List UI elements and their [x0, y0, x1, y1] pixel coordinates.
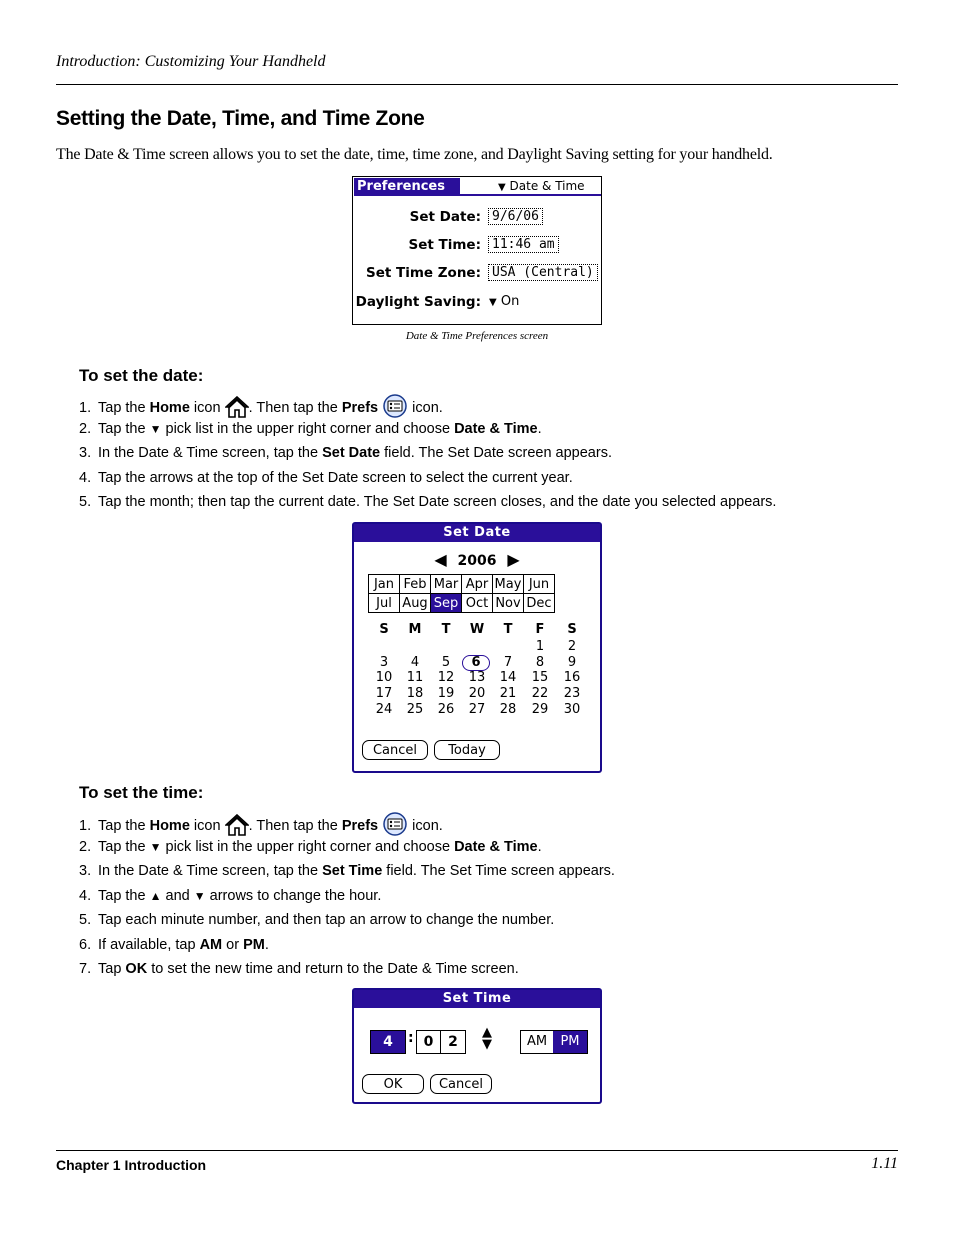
page-number: 1.11 [871, 1155, 898, 1172]
time-arrows [482, 1027, 492, 1051]
set-date-title: Set Date [354, 524, 600, 542]
cancel-button[interactable]: Cancel [430, 1074, 492, 1094]
day-cell[interactable]: 5 [441, 654, 451, 670]
step-text: icon [189, 818, 225, 834]
step-number: 4. [79, 469, 92, 486]
step-text: icon [189, 400, 225, 416]
step-number: 6. [79, 936, 92, 953]
step-number: 2. [79, 838, 92, 855]
step-item [79, 443, 776, 468]
day-cell[interactable]: 7 [503, 654, 513, 670]
daylight-saving-label: Daylight Saving: [355, 294, 481, 310]
day-cell[interactable]: 16 [563, 670, 581, 686]
step-text: Prefs [341, 400, 379, 416]
step-text: field. The Set Date screen appears. [380, 445, 612, 461]
step-text: Date & Time [454, 838, 538, 855]
day-cell[interactable]: 18 [406, 686, 424, 702]
month-cell[interactable]: Apr [462, 575, 493, 594]
prev-year-arrow-icon[interactable]: ◀ [434, 550, 447, 569]
step-text: Tap the [98, 400, 150, 416]
step-text: and [161, 887, 194, 904]
step-number: 3. [79, 863, 92, 879]
prefs-screen [352, 176, 602, 325]
step-number: 5. [79, 494, 92, 510]
step-item [79, 837, 615, 862]
step-text: Tap the [98, 838, 150, 855]
hour-field[interactable]: 4 [370, 1030, 406, 1054]
set-date-label: Set Date: [409, 209, 481, 225]
step-item [79, 492, 776, 517]
chapter-label: Chapter 1 Introduction [56, 1157, 207, 1173]
footer-rule [56, 1150, 898, 1151]
step-item [79, 910, 615, 935]
minute-field [416, 1030, 466, 1054]
step-text: PM [243, 936, 265, 953]
day-grid [354, 622, 600, 732]
weekday-label: W [469, 622, 485, 637]
set-date-screen [352, 522, 602, 773]
month-cell[interactable]: Sep [431, 594, 462, 613]
step-number: 1. [79, 400, 92, 416]
set-time-zone-field[interactable]: USA (Central) [488, 264, 598, 281]
day-cell[interactable]: 23 [563, 686, 581, 702]
step-text: or [222, 936, 244, 953]
step-item [79, 935, 615, 960]
step-number: 3. [79, 445, 92, 461]
month-cell[interactable]: Nov [493, 594, 524, 613]
step-text: icon. [408, 818, 443, 834]
day-cell[interactable]: 10 [375, 670, 393, 686]
set-time-title: Set Time [354, 990, 600, 1008]
month-cell[interactable]: Jan [369, 575, 400, 594]
running-head: Introduction: Customizing Your Handheld [56, 53, 326, 70]
step-item [79, 886, 615, 911]
prefs-caption: Date & Time Preferences screen [405, 330, 549, 342]
step-number: 1. [79, 818, 92, 834]
down-arrow-icon: ▼ [149, 421, 162, 436]
step-item [79, 861, 615, 886]
step-text: Home [149, 400, 190, 416]
today-button[interactable]: Today [434, 740, 500, 760]
month-cell[interactable]: Aug [400, 594, 431, 613]
day-cell[interactable]: 17 [375, 686, 393, 702]
step-text: Home [149, 818, 190, 834]
set-time-label: Set Time: [408, 237, 481, 253]
day-cell[interactable]: 21 [499, 686, 517, 702]
weekday-label: F [535, 622, 545, 637]
picklist-arrow-icon: ▼ [498, 182, 506, 193]
day-cell[interactable]: 4 [410, 654, 420, 670]
day-cell[interactable]: 6 [462, 655, 490, 671]
step-text: . [537, 420, 542, 437]
step-number: 5. [79, 912, 92, 928]
step-text: In the Date & Time screen, tap the [98, 863, 323, 879]
day-cell[interactable]: 24 [375, 701, 393, 717]
day-cell[interactable]: 3 [379, 654, 389, 670]
daylight-saving-value: On [500, 294, 520, 309]
month-cell[interactable]: May [493, 575, 524, 594]
prefs-title: Preferences [354, 178, 460, 196]
picklist-label: Date & Time [509, 179, 585, 193]
day-cell[interactable]: 9 [567, 654, 577, 670]
time-subheading: To set the time: [79, 783, 204, 802]
step-text: field. The Set Time screen appears. [382, 863, 615, 879]
decrement-arrow-icon[interactable]: ▼ [482, 1037, 492, 1052]
day-cell[interactable]: 20 [468, 686, 486, 702]
title-underline [457, 194, 601, 196]
down-arrow-icon: ▼ [193, 888, 206, 903]
day-cell[interactable]: 1 [535, 639, 545, 654]
day-cell[interactable]: 2 [567, 639, 577, 654]
year-label: 2006 [457, 553, 497, 569]
step-text: OK [125, 961, 148, 977]
daylight-saving-picklist[interactable] [489, 294, 519, 309]
step-text: Set Time [322, 863, 383, 879]
step-item [79, 468, 776, 493]
step-text: Set Date [322, 445, 381, 461]
step-item [79, 419, 776, 444]
day-cell[interactable]: 14 [499, 670, 517, 686]
minute-tens[interactable]: 0 [417, 1031, 441, 1053]
month-cell[interactable]: Mar [431, 575, 462, 594]
step-text: . [537, 838, 542, 855]
day-cell[interactable]: 27 [468, 701, 486, 717]
month-cell[interactable]: Feb [400, 575, 431, 594]
step-text: AM [199, 936, 223, 953]
weekday-label: T [441, 622, 451, 637]
step-number: 7. [79, 961, 92, 977]
picklist-trigger[interactable] [498, 179, 585, 193]
step-item [79, 812, 615, 837]
weekday-label: T [503, 622, 513, 637]
day-cell[interactable]: 30 [563, 701, 581, 717]
step-text: In the Date & Time screen, tap the [98, 445, 323, 461]
step-number: 2. [79, 420, 92, 437]
step-text: pick list in the upper right corner and choose [161, 838, 455, 855]
step-text: icon. [408, 400, 443, 416]
time-steps-list [79, 812, 615, 984]
day-cell[interactable]: 28 [499, 701, 517, 717]
step-text: Tap [98, 961, 126, 977]
day-cell[interactable]: 19 [437, 686, 455, 702]
ok-button[interactable]: OK [362, 1074, 424, 1094]
month-cell[interactable]: Oct [462, 594, 493, 613]
step-text: Tap each minute number, and then tap an arrow to change the number. [98, 912, 555, 928]
day-cell[interactable]: 15 [531, 670, 549, 686]
day-cell[interactable]: 25 [406, 701, 424, 717]
header-rule [56, 84, 898, 85]
step-text: Tap the [98, 818, 150, 834]
intro-paragraph: The Date & Time screen allows you to set the date, time, time zone, and Daylight Saving setting for your handheld. [56, 146, 773, 163]
day-cell[interactable]: 11 [406, 670, 424, 686]
step-text: Prefs [341, 818, 379, 834]
step-text: Tap the arrows at the top of the Set Date screen to select the current year. [98, 469, 573, 486]
step-text: Tap the month; then tap the current date. The Set Date screen closes, and the date you selected appears. [98, 494, 777, 510]
pm-option[interactable]: PM [553, 1031, 587, 1053]
step-text: to set the new time and return to the Date & Time screen. [147, 961, 519, 977]
day-cell[interactable]: 13 [468, 670, 486, 686]
next-year-arrow-icon[interactable]: ▶ [507, 550, 520, 569]
day-cell[interactable]: 8 [535, 654, 545, 670]
date-subheading: To set the date: [79, 366, 204, 385]
up-arrow-icon: ▲ [149, 888, 162, 903]
day-cell[interactable]: 29 [531, 701, 549, 717]
step-text: . [264, 936, 269, 953]
minute-ones[interactable]: 2 [448, 1034, 458, 1050]
weekday-label: S [379, 622, 389, 637]
month-grid [368, 574, 555, 613]
month-cell[interactable]: Jul [369, 594, 400, 613]
section-heading: Setting the Date, Time, and Time Zone [56, 107, 425, 130]
am-option[interactable]: AM [526, 1034, 548, 1049]
month-cell[interactable]: Jun [524, 575, 555, 594]
set-time-screen [352, 988, 602, 1104]
month-cell[interactable]: Dec [524, 594, 555, 613]
step-text: arrows to change the hour. [205, 887, 382, 904]
day-cell[interactable]: 12 [437, 670, 455, 686]
picklist-arrow-icon: ▼ [489, 297, 497, 308]
step-text: If available, tap [98, 936, 200, 953]
step-text: Tap the [98, 887, 150, 904]
date-steps-list [79, 394, 776, 517]
time-colon: : [408, 1030, 414, 1046]
step-item [79, 959, 615, 984]
cancel-button[interactable]: Cancel [362, 740, 428, 760]
step-text: Tap the [98, 420, 150, 437]
down-arrow-icon: ▼ [149, 839, 162, 854]
weekday-label: M [408, 622, 422, 637]
weekday-label: S [567, 622, 577, 637]
step-text: Date & Time [454, 420, 538, 437]
year-selector [354, 550, 600, 569]
step-text: . Then tap the [248, 818, 342, 834]
step-text: . Then tap the [248, 400, 342, 416]
step-item [79, 394, 776, 419]
set-time-zone-label: Set Time Zone: [365, 265, 481, 281]
set-date-field[interactable]: 9/6/06 [488, 208, 543, 225]
step-number: 4. [79, 887, 92, 904]
day-cell[interactable]: 22 [531, 686, 549, 702]
ampm-toggle [520, 1030, 588, 1054]
day-cell[interactable]: 26 [437, 701, 455, 717]
step-text: pick list in the upper right corner and choose [161, 420, 455, 437]
set-time-field[interactable]: 11:46 am [488, 236, 559, 253]
increment-arrow-icon[interactable]: ▲ [482, 1025, 492, 1040]
